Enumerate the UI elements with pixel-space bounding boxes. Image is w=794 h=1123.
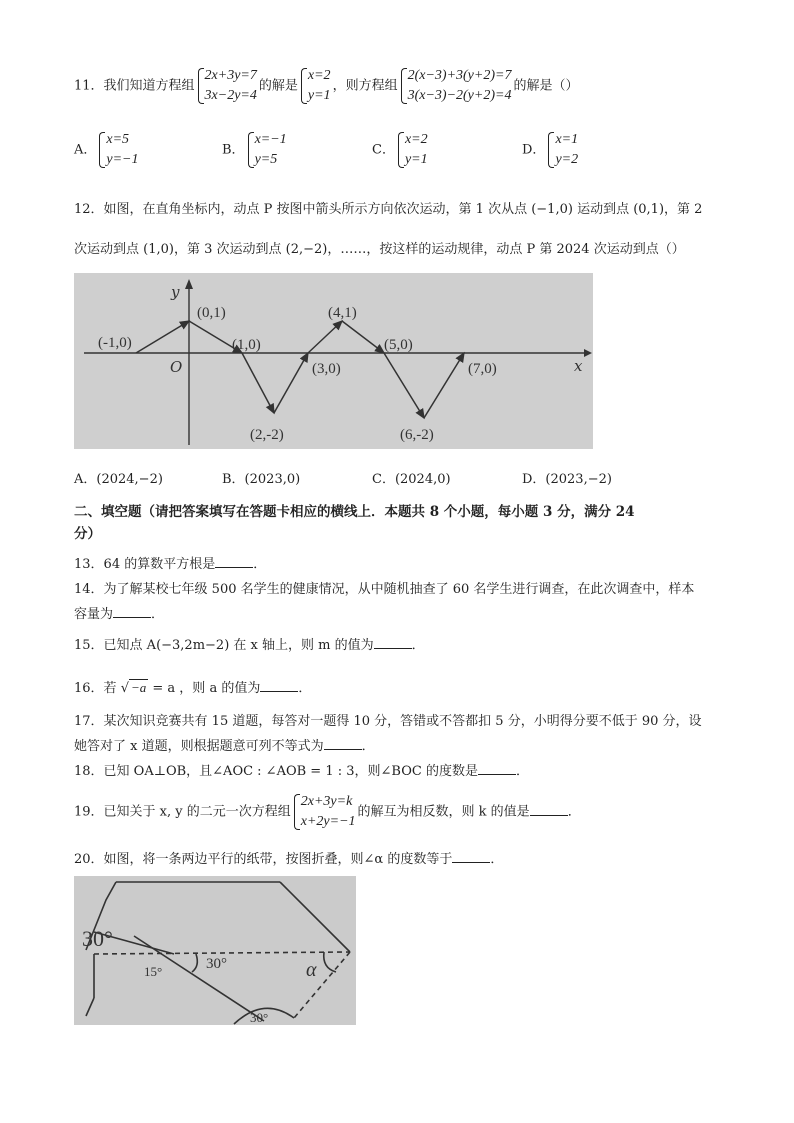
q11-option-b[interactable]: B． x=−1 y=5 <box>222 130 289 170</box>
q12-zigzag-graph <box>74 273 593 449</box>
segment-1 <box>136 321 189 353</box>
point-label-0-1: (0,1) <box>197 305 226 321</box>
question-20: 20．如图，将一条两边平行的纸带，按图折叠，则∠α 的度数等于 ． <box>74 852 504 867</box>
alpha-arc <box>324 952 336 972</box>
q19-system: 2x+3y=k x+2y=−1 <box>293 792 356 832</box>
fold-right-edge <box>280 882 350 952</box>
q11-option-a[interactable]: A． x=5 y=−1 <box>74 130 141 170</box>
point-label-2-m2: (2,-2) <box>250 427 284 443</box>
angle-label-30-left: 30° <box>82 926 113 951</box>
point-label-6-m2: (6,-2) <box>400 427 434 443</box>
angle-arc-mid <box>192 954 197 972</box>
strip-left-cut <box>86 998 94 1016</box>
section-2-title: 二、填空题（请把答案填写在答题卡相应的横线上．本题共 8 个小题，每小题 3 分，满分 24 分） <box>74 504 635 542</box>
segment-4 <box>274 353 308 413</box>
segment-7 <box>384 353 424 418</box>
q12-option-c[interactable]: C．(2024,0) <box>372 472 451 487</box>
q11-option-d[interactable]: D． x=1 y=2 <box>522 130 580 170</box>
question-19: 19．已知关于 x, y 的二元一次方程组 2x+3y=k x+2y=−1 的解互为相反数，则 k 的值是 ． <box>74 792 581 832</box>
q14-line-1: 14．为了解某校七年级 500 名学生的健康情况，从中随机抽查了 60 名学生进行调查，在此次调查中，样本 <box>74 582 695 597</box>
q14-answer-blank[interactable] <box>113 605 151 618</box>
segment-6 <box>342 321 384 353</box>
q12-figure <box>74 273 593 449</box>
point-label-4-1: (4,1) <box>328 305 357 321</box>
q12-option-d[interactable]: D．(2023,−2) <box>522 472 612 487</box>
q20-figure <box>74 876 356 1025</box>
segment-5 <box>308 321 342 353</box>
q20-answer-blank[interactable] <box>452 850 490 863</box>
q12-line-1: 12．如图，在直角坐标内，动点 P 按图中箭头所示方向依次运动，第 1 次从点 (−1,0) 运动到点 (0,1)，第 2 <box>74 202 703 217</box>
sqrt-sign: √ <box>120 681 129 696</box>
angle-label-30-mid: 30° <box>206 956 227 972</box>
point-label-1-0: (1,0) <box>232 337 261 353</box>
q12-option-b[interactable]: B．(2023,0) <box>222 472 301 487</box>
strip-right-dashed <box>294 952 350 1018</box>
question-18: 18．已知 OA⊥OB，且∠AOC : ∠AOB = 1 : 3，则∠BOC 的度数是 ． <box>74 764 529 779</box>
segment-3 <box>242 353 274 413</box>
q13-answer-blank[interactable] <box>215 555 253 568</box>
q11-system-1: 2x+3y=7 3x−2y=4 <box>197 66 257 106</box>
strip-top-dashed <box>94 952 350 954</box>
origin-label: O <box>170 358 183 376</box>
q11-prefix: 11．我们知道方程组 <box>74 78 195 94</box>
q15-answer-blank[interactable] <box>374 636 412 649</box>
q11-solution: x=2 y=1 <box>300 66 331 106</box>
q19-answer-blank[interactable] <box>530 803 568 816</box>
q17-line-2: 她答对了 x 道题，则根据题意可列不等式为 ． <box>74 739 375 754</box>
q11-system-2: 2(x−3)+3(y+2)=7 3(x−3)−2(y+2)=4 <box>400 66 512 106</box>
angle-label-alpha: α <box>306 959 317 981</box>
question-15: 15．已知点 A(−3,2m−2) 在 x 轴上，则 m 的值为 ． <box>74 638 425 653</box>
point-label-7-0: (7,0) <box>468 361 497 377</box>
question-11: 11．我们知道方程组 2x+3y=7 3x−2y=4 的解是 x=2 y=1 ，则方程组 2(x−3)+3(y+2)=7 3(x−3)−2(y+2)=4 的解是（） <box>74 66 578 106</box>
q18-answer-blank[interactable] <box>478 762 516 775</box>
y-axis-label: y <box>171 283 180 301</box>
q16-answer-blank[interactable] <box>260 679 298 692</box>
x-axis-label: x <box>574 357 583 375</box>
q17-answer-blank[interactable] <box>324 737 362 750</box>
segment-8 <box>424 353 464 418</box>
point-label-m1-0: (-1,0) <box>98 335 132 351</box>
angle-label-15: 15° <box>144 964 163 979</box>
q17-line-1: 17．某次知识竞赛共有 15 道题，每答对一题得 10 分，答错或不答都扣 5 分，小明得分要不低于 90 分，设 <box>74 714 702 729</box>
point-label-5-0: (5,0) <box>384 337 413 353</box>
q11-option-c[interactable]: C． x=2 y=1 <box>372 130 430 170</box>
question-16: 16．若 √ −a = a ，则 a 的值为 ． <box>74 680 312 696</box>
q20-folded-strip <box>74 876 356 1025</box>
point-label-3-0: (3,0) <box>312 361 341 377</box>
q12-line-2: 次运动到点 (1,0)，第 3 次运动到点 (2,−2)，……，按这样的运动规律，动点 P 第 2024 次运动到点（） <box>74 242 685 257</box>
q12-option-a[interactable]: A．(2024,−2) <box>74 472 163 487</box>
angle-label-30-bottom: 30° <box>250 1010 269 1025</box>
question-13: 13．64 的算数平方根是 ． <box>74 557 267 572</box>
q14-line-2: 容量为 ． <box>74 607 165 622</box>
